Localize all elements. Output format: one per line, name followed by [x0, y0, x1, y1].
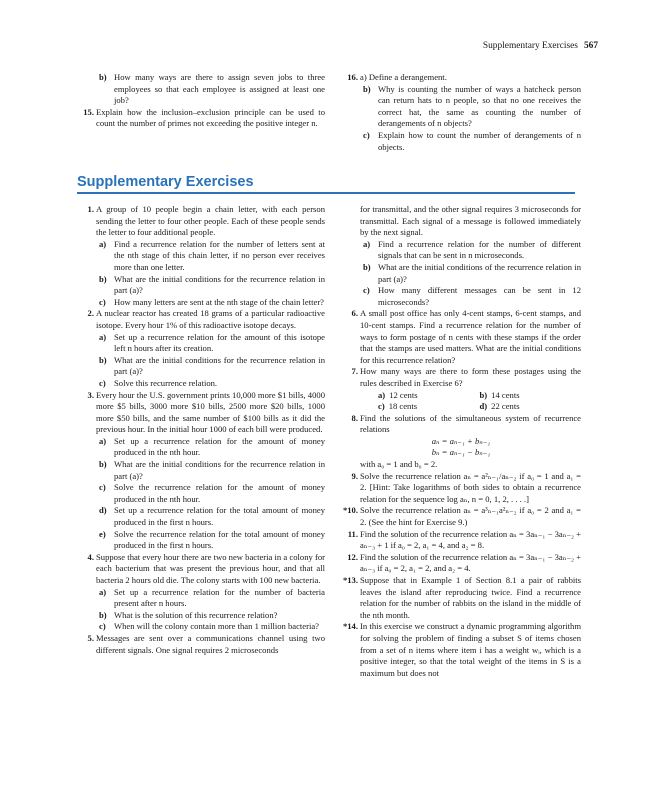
- equation: aₙ = aₙ₋₁ + bₙ₋₁: [431, 435, 491, 446]
- exercise-part: [77, 355, 325, 378]
- exercise: [341, 621, 581, 679]
- section-title: Supplementary Exercises: [77, 174, 254, 190]
- part-text: Set up a recurrence relation for the number of bacteria present after n hours.: [114, 586, 325, 609]
- exercise-part: [77, 610, 325, 622]
- exercise-part: [77, 621, 325, 633]
- part-text: Set up a recurrence relation for the total amount of money produced in the first n hours.: [114, 505, 325, 528]
- exercise-part: [77, 482, 325, 505]
- exercise: [341, 308, 581, 366]
- exercise-text: A nuclear reactor has created 18 grams of a particular radioactive isotope. Every hour 1% of this radioactive isotope decays.: [96, 308, 325, 330]
- exercise-text: Messages are sent over a communications channel using two different signals. One signal requires 2 microseconds: [96, 632, 325, 655]
- left-column: [77, 204, 325, 656]
- exercise: [341, 72, 581, 84]
- part-label: b): [99, 459, 107, 470]
- exercise-part: [77, 436, 325, 459]
- part-text: How many ways are there to assign seven jobs to three employees so that each employee is assigned at least one job?: [114, 72, 325, 106]
- part-label: b): [99, 273, 107, 284]
- exercise-text: Explain how the inclusion–exclusion principle can be used to count the number of primes not exceeding the positive integer n.: [96, 106, 325, 129]
- running-title: Supplementary Exercises: [482, 41, 578, 51]
- part-text: Explain how to count the number of derangements of n objects.: [378, 129, 581, 152]
- exercise-part: [77, 587, 325, 610]
- exercise-part: [77, 297, 325, 309]
- exercise-text: In this exercise we construct a dynamic programming algorithm for solving the problem of finding a subset S of items chosen from a set of n items where item i has a weight wᵢ, which is a positive integer, so that the total weight of the items in S is a maximum but does not: [360, 621, 581, 678]
- right-column: [341, 204, 581, 679]
- exercise: [341, 505, 581, 528]
- exercise: [341, 413, 581, 436]
- part-label: c): [99, 621, 106, 632]
- exercise-text: Suppose that in Example 1 of Section 8.1 a pair of rabbits leaves the island after reproducing twice. Find a recurrence relation for the number of rabbits on the island in the middle of the nth month.: [360, 575, 581, 620]
- part-text: Set up a recurrence relation for the amount of money produced in the nth hour.: [114, 435, 325, 458]
- exercise-number: 8.: [351, 412, 358, 423]
- exercise-part: [77, 274, 325, 297]
- part-text: How many letters are sent at the nth stage of the chain letter?: [114, 296, 324, 307]
- part-label: b): [99, 609, 107, 620]
- exercise-text: Solve the recurrence relation aₙ = a²ₙ₋₁/aₙ₋₂ if a₀ = 1 and a₁ = 2. [Hint: Take logarithms of both sides to obtain a recurrence relation for the sequence log aₙ, n = 0, 1, 2, . . . .]: [360, 470, 581, 504]
- part-label: a): [363, 238, 371, 249]
- part-text: What are the initial conditions of the recurrence relation in part (a)?: [378, 261, 581, 284]
- exercise-number: *13.: [342, 575, 358, 585]
- section-rule: [77, 192, 575, 194]
- exercise-parts-row: [341, 390, 581, 402]
- exercise-text: Every hour the U.S. government prints 10,000 more $1 bills, 4000 more $5 bills, 3000 more $10 bills, 2500 more $20 bills, 1000 more $50 bills, and the same number of $100 bills as it did the previous hour. In the initial hour 1000 of each bill were produced.: [96, 389, 325, 435]
- part-label: c): [99, 377, 106, 388]
- exercise-number: 5.: [87, 632, 94, 643]
- part-label: b): [363, 261, 371, 272]
- part-label: d): [99, 505, 107, 516]
- part-text: When will the colony contain more than 1 million bacteria?: [114, 621, 319, 632]
- part-text: What is the solution of this recurrence relation?: [114, 609, 278, 620]
- exercise-text: Find the solution of the recurrence relation aₙ = 3aₙ₋₁ − 3aₙ₋₂ + aₙ₋₃ + 1 if a₀ = 2, a₁ = 4, and a₂ = 8.: [360, 528, 581, 551]
- exercise-part: [480, 401, 582, 413]
- exercise-part: [341, 239, 581, 262]
- part-label: c): [378, 401, 385, 412]
- exercise-text: a) Define a derangement.: [360, 72, 447, 82]
- exercise-number: 4.: [87, 551, 94, 562]
- exercise-number: 7.: [351, 366, 358, 377]
- part-label: d): [479, 401, 488, 412]
- part-label: c): [99, 482, 106, 493]
- exercise-part: [77, 72, 325, 107]
- exercise-part: [480, 390, 582, 402]
- part-text: Find a recurrence relation for the number of different signals that can be sent in n microseconds.: [378, 238, 581, 261]
- part-label: a): [99, 435, 107, 446]
- part-text: How many different messages can be sent in 12 microseconds?: [378, 285, 581, 307]
- part-text: 14 cents: [491, 389, 520, 400]
- part-label: c): [363, 285, 370, 296]
- part-label: b): [99, 72, 107, 82]
- exercise-text: Find the solution of the recurrence relation aₙ = 3aₙ₋₁ − 3aₙ₋₂ + aₙ₋₃ if a₀ = 2, a₁ = 2, and a₂ = 4.: [360, 551, 581, 574]
- exercise: [341, 529, 581, 552]
- exercise: [341, 471, 581, 506]
- continued-text: for transmittal, and the other signal requires 3 microseconds for transmittal. Each signal of a message is followed immediately by the next signal.: [360, 204, 581, 238]
- part-label: a): [378, 389, 386, 400]
- equation: bₙ = aₙ₋₁ − bₙ₋₁: [431, 447, 491, 458]
- exercise-text: How many ways are there to form these postages using the rules described in Exercise 6?: [360, 366, 581, 388]
- exercise-part: [341, 285, 581, 308]
- page-number: 567: [583, 41, 598, 51]
- part-text: What are the initial conditions for the recurrence relation in part (a)?: [114, 354, 325, 377]
- exercise-number: 11.: [347, 528, 358, 539]
- exercise: [341, 366, 581, 389]
- exercise-part: [341, 262, 581, 285]
- exercise-text: A group of 10 people begin a chain letter, with each person sending the letter to four other people. Each of these people sends the letter to four additional people.: [96, 204, 325, 238]
- exercise: [77, 204, 325, 239]
- exercise: [77, 308, 325, 331]
- top-right-column: [341, 72, 581, 153]
- part-text: What are the initial conditions for the recurrence relation in part (a)?: [114, 273, 325, 296]
- exercise-text: A small post office has only 4-cent stamps, 6-cent stamps, and 10-cent stamps. Find a recurrence relation for the number of ways to form postage of n cents with these stamps if the order that the stamps are used matters. What are the initial conditions for this recurrence relation?: [360, 308, 581, 365]
- part-text: Solve the recurrence relation for the total amount of money produced in the first n hours.: [114, 528, 325, 551]
- exercise-part: [378, 390, 480, 402]
- exercise-number: *10.: [342, 505, 358, 516]
- part-text: Set up a recurrence relation for the amount of this isotope left n hours after its creation.: [114, 331, 325, 354]
- exercise-part: [77, 505, 325, 528]
- exercise-part: [77, 332, 325, 355]
- exercise: [77, 552, 325, 587]
- part-text: Why is counting the number of ways a hatcheck person can return hats to n people, so that no one receives the correct hat, the same as counting the number of derangements of n objects?: [378, 83, 581, 129]
- part-text: Solve this recurrence relation.: [114, 377, 218, 388]
- part-label: b): [99, 354, 107, 365]
- part-label: c): [363, 129, 370, 140]
- exercise-number: 15.: [83, 106, 94, 117]
- part-label: a): [99, 238, 107, 249]
- exercise: [341, 552, 581, 575]
- part-label: b): [479, 389, 488, 400]
- exercise-part: [341, 84, 581, 130]
- exercise-number: 6.: [351, 308, 358, 319]
- part-text: 22 cents: [491, 401, 520, 412]
- part-label: a): [99, 331, 107, 342]
- part-text: Find a recurrence relation for the number of letters sent at the nth stage of this chain letter, if no person ever receives more than one letter.: [114, 238, 325, 272]
- part-text: What are the initial conditions for the recurrence relation in part (a)?: [114, 459, 325, 481]
- exercise-part: [77, 529, 325, 552]
- exercise-parts-row: [341, 401, 581, 413]
- exercise-part: [77, 459, 325, 482]
- exercise-part: [77, 239, 325, 274]
- exercise-text: Solve the recurrence relation aₙ = a³ₙ₋₁a²ₙ₋₂ if a₀ = 2 and a₁ = 2. (See the hint for Exercise 9.): [360, 505, 581, 528]
- exercise-number: 16.: [347, 72, 358, 82]
- exercise-part: [77, 378, 325, 390]
- exercise-number: 2.: [87, 308, 94, 319]
- exercise-number: 12.: [347, 551, 358, 562]
- part-label: e): [99, 528, 106, 539]
- exercise: [77, 633, 325, 656]
- exercise-number: *14.: [342, 621, 358, 632]
- exercise-number: 1.: [87, 204, 94, 214]
- top-left-column: [77, 72, 325, 130]
- exercise-text: Suppose that every hour there are two new bacteria in a colony for each bacterium that was present the previous hour, and that all bacteria 2 hours old die. The colony starts with 100 new bacteria.: [96, 551, 325, 585]
- exercise-part: [378, 401, 480, 413]
- exercise: [77, 390, 325, 436]
- continued-text: with a₀ = 1 and b₀ = 2.: [360, 459, 438, 470]
- part-label: b): [363, 83, 371, 94]
- part-text: Solve the recurrence relation for the amount of money produced in the nth hour.: [114, 482, 325, 504]
- exercise-number: 3.: [87, 389, 94, 400]
- exercise-text: Find the solutions of the simultaneous system of recurrence relations: [360, 412, 581, 435]
- exercise: [341, 575, 581, 621]
- part-label: c): [99, 296, 106, 307]
- running-header: [0, 41, 598, 51]
- part-text: 12 cents: [389, 389, 418, 400]
- part-text: 18 cents: [388, 401, 418, 412]
- exercise: [77, 107, 325, 130]
- part-label: a): [99, 586, 107, 597]
- exercise-number: 9.: [351, 470, 358, 481]
- exercise-part: [341, 130, 581, 153]
